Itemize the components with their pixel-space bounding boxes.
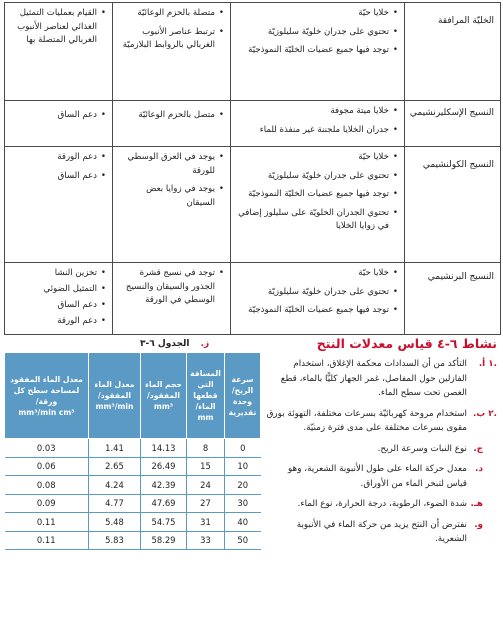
column-header: سرعة الريح/ وحدة تقديرية bbox=[225, 353, 261, 439]
step-number: د. bbox=[475, 464, 483, 474]
table-row bbox=[5, 147, 501, 263]
activity-section bbox=[265, 336, 497, 553]
activity-step bbox=[265, 357, 497, 401]
list-item: • خلايا حيّة bbox=[235, 151, 398, 165]
table-cell: 2.65 bbox=[89, 457, 141, 476]
tissue-name: النسيج الإسكليرنشيمي bbox=[405, 101, 501, 147]
table-row bbox=[5, 531, 261, 550]
function-cell bbox=[5, 3, 113, 101]
table-cell: 0 bbox=[225, 439, 261, 458]
table-cell: 0.11 bbox=[5, 513, 89, 532]
list-item: • توجد في نسيج قشرة الجذور والسيقان والنسيج الوسطي في الورقة bbox=[117, 267, 224, 308]
caption-letter: ز. bbox=[200, 339, 210, 349]
step-text: نوع النبات وسرعة الريح. bbox=[377, 443, 467, 454]
table-cell: 14.13 bbox=[141, 439, 187, 458]
list-item: • تحتوي على جدران خلويّة سليلوزيّة bbox=[235, 170, 398, 184]
list-item: • تحتوي على جدران خلويّة سليلوزيّة bbox=[235, 26, 398, 40]
step-number: و. bbox=[474, 519, 483, 530]
tissue-name: الخليّة المرافقة bbox=[405, 3, 501, 101]
list-item: • ترتبط عناصر الأنبوب الغربالي بالروابط البلازميّة bbox=[117, 26, 224, 53]
activity-title: نشاط ٦-٤ قياس معدلات النتح bbox=[316, 336, 497, 351]
column-header: حجم الماء المفقود/ mm³ bbox=[141, 353, 187, 439]
step-text: استخدام مروحة كهربائيّة بسرعات مختلفة، التهوئة بورق مقوى بسرعات مختلفة على مدى فترة زمنيّة. bbox=[266, 408, 467, 433]
list-item: • توجد فيها جميع عضيات الخليّة النموذجيّة bbox=[235, 44, 398, 58]
list-item: • دعم الساق bbox=[9, 109, 106, 123]
transpiration-data-table bbox=[4, 352, 261, 550]
table-cell: 47.69 bbox=[141, 494, 187, 513]
table-row bbox=[5, 476, 261, 495]
location-cell bbox=[113, 101, 231, 147]
table-cell: 42.39 bbox=[141, 476, 187, 495]
location-cell bbox=[113, 3, 231, 101]
structure-cell bbox=[231, 263, 405, 335]
activity-step bbox=[265, 462, 497, 491]
table-cell: 10 bbox=[225, 457, 261, 476]
activity-step bbox=[265, 518, 497, 547]
list-item: • دعم الورقة bbox=[9, 315, 106, 327]
table-cell: 0.11 bbox=[5, 531, 89, 550]
list-item: • يوجد في زوايا بعض السيقان bbox=[117, 183, 224, 210]
step-number: .١ أ. bbox=[478, 359, 497, 369]
function-cell bbox=[5, 147, 113, 263]
table-cell: 20 bbox=[225, 476, 261, 495]
table-row bbox=[5, 439, 261, 458]
location-cell bbox=[113, 147, 231, 263]
step-number: .٢ ب. bbox=[473, 408, 497, 419]
table-cell: 58.29 bbox=[141, 531, 187, 550]
step-text: معدل حركة الماء على طول الأنبوبة الشعرية، وهو قياس لتبخر الماء من الأوراق. bbox=[288, 464, 467, 489]
list-item: • جدران الخلايا ملجننة غير منفذة للماء bbox=[235, 124, 398, 138]
list-item: • خلايا حيّة bbox=[235, 267, 398, 281]
column-header: معدل الماء المفقود لمساحة سطح كل ورقة/ mm³/min cm³ bbox=[5, 353, 89, 439]
column-header: معدل الماء المفقود/ mm³/min bbox=[89, 353, 141, 439]
activity-step bbox=[265, 407, 497, 436]
column-header: المسافة التي قطعها الماء/ mm bbox=[187, 353, 225, 439]
table-cell: 1.41 bbox=[89, 439, 141, 458]
table-cell: 24 bbox=[187, 476, 225, 495]
location-cell bbox=[113, 263, 231, 335]
table-cell: 26.49 bbox=[141, 457, 187, 476]
list-item: • متصلة بالحزم الوعائيّة bbox=[117, 7, 224, 21]
caption-text: الجدول ٦-٣ bbox=[140, 339, 190, 349]
table-cell: 4.24 bbox=[89, 476, 141, 495]
table-header-row bbox=[5, 353, 261, 439]
table-cell: 50 bbox=[225, 531, 261, 550]
list-item: • تحتوي على جدران خلويّة سليلوزيّة bbox=[235, 286, 398, 300]
table-row bbox=[5, 513, 261, 532]
table-cell: 15 bbox=[187, 457, 225, 476]
activity-step bbox=[265, 442, 497, 457]
list-item: • تخزين النشا bbox=[9, 267, 106, 279]
list-item: • القيام بعمليات التمثيل الغذائي لعناصر الأنبوب الغربالي المتصلة بها bbox=[9, 7, 106, 48]
table-cell: 5.83 bbox=[89, 531, 141, 550]
function-cell bbox=[5, 101, 113, 147]
list-item: • دعم الورقة bbox=[9, 151, 106, 165]
table-cell: 5.48 bbox=[89, 513, 141, 532]
table-row bbox=[5, 494, 261, 513]
step-text: نفترض أن النتح يزيد من حركة الماء في الأنبوبة الشعرية. bbox=[296, 519, 467, 544]
table-cell: 0.09 bbox=[5, 494, 89, 513]
table-row bbox=[5, 457, 261, 476]
table-cell: 0.08 bbox=[5, 476, 89, 495]
list-item: • توجد فيها جميع عضيات الخليّة النموذجيّة bbox=[235, 188, 398, 202]
list-item: • دعم الساق bbox=[9, 170, 106, 184]
tissue-name: النسيج الكولنشيمي bbox=[405, 147, 501, 263]
tissue-name: النسيج البرنشيمي bbox=[405, 263, 501, 335]
table-cell: 4.77 bbox=[89, 494, 141, 513]
list-item: • خلايا ميتة مجوفة bbox=[235, 105, 398, 119]
table-cell: 54.75 bbox=[141, 513, 187, 532]
table-cell: 33 bbox=[187, 531, 225, 550]
list-item: • يوجد في العرق الوسطي للورقة bbox=[117, 151, 224, 178]
structure-cell bbox=[231, 3, 405, 101]
function-cell bbox=[5, 263, 113, 335]
tissue-comparison-table bbox=[4, 2, 501, 335]
table-cell: 40 bbox=[225, 513, 261, 532]
list-item: • خلايا حيّة bbox=[235, 7, 398, 21]
table-row bbox=[5, 263, 501, 335]
list-item: • دعم الساق bbox=[9, 299, 106, 311]
list-item: • متصل بالحزم الوعائيّة bbox=[117, 109, 224, 123]
list-item: • توجد فيها جميع عضيات الخليّة النموذجيّة bbox=[235, 304, 398, 318]
list-item: • التمثيل الضوئي bbox=[9, 283, 106, 295]
step-text: شدة الضوء، الرطوبة، درجة الحرارة، نوع الماء. bbox=[297, 499, 467, 509]
table-caption bbox=[140, 339, 209, 349]
step-number: ج. bbox=[473, 443, 483, 454]
structure-cell bbox=[231, 101, 405, 147]
structure-cell bbox=[231, 147, 405, 263]
table-row bbox=[5, 101, 501, 147]
activity-step bbox=[265, 497, 497, 512]
table-cell: 0.06 bbox=[5, 457, 89, 476]
step-text: التأكد من أن السدادات محكمة الإغلاق، استخدام الفازلين حول المفاصل، غمر الجهاز كليًّا بالماء، قطع الغصن تحت سطح الماء. bbox=[280, 359, 467, 398]
list-item: • تحتوي الجدران الخلويّة على سليلوز إضافي في زوايا الخلايا bbox=[235, 207, 398, 234]
table-cell: 27 bbox=[187, 494, 225, 513]
step-number: هـ. bbox=[470, 499, 483, 509]
table-cell: 0.03 bbox=[5, 439, 89, 458]
table-row bbox=[5, 3, 501, 101]
table-cell: 31 bbox=[187, 513, 225, 532]
table-cell: 8 bbox=[187, 439, 225, 458]
table-cell: 30 bbox=[225, 494, 261, 513]
